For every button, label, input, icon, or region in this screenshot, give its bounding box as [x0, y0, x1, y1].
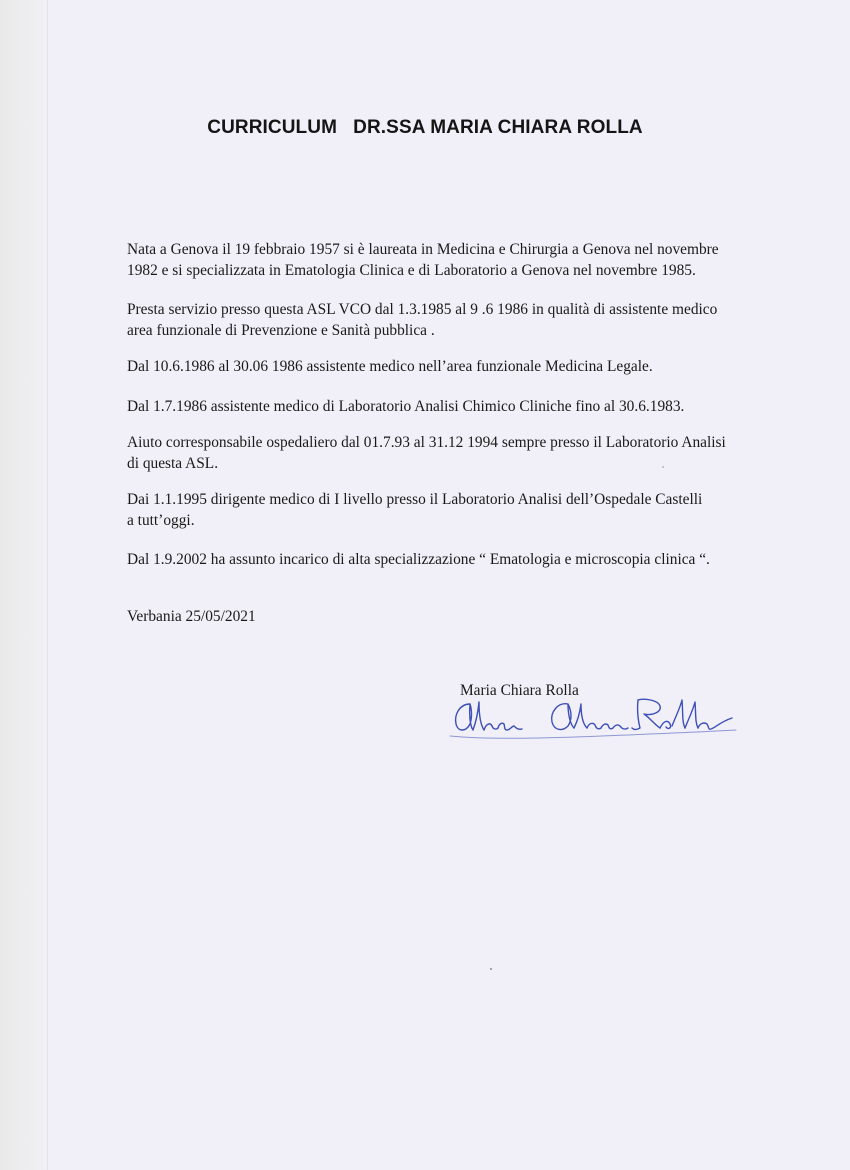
paragraph-specialization: Dal 1.9.2002 ha assunto incarico di alta specializzazione “ Ematologia e microscopia clinica “. — [127, 551, 710, 568]
paragraph-hospital-aide: Aiuto corresponsabile ospedaliero dal 01.7.93 al 31.12 1994 sempre presso il Laboratorio Analisi di questa ASL. — [127, 434, 726, 472]
paragraph-legal-medicine: Dal 10.6.1986 al 30.06 1986 assistente medico nell’area funzionale Medicina Legale. — [127, 358, 653, 375]
scan-speck — [662, 466, 664, 468]
paragraph-lab-assistant: Dal 1.7.1986 assistente medico di Laboratorio Analisi Chimico Cliniche fino al 30.6.1983. — [127, 398, 685, 415]
document-title: CURRICULUM DR.SSA MARIA CHIARA ROLLA — [207, 117, 643, 138]
place-date: Verbania 25/05/2021 — [127, 608, 256, 625]
paragraph-asl-service: Presta servizio presso questa ASL VCO dal 1.3.1985 al 9 .6 1986 in qualità di assistente medico area funzionale di Prevenzione e Sanità pubblica . — [127, 301, 718, 339]
signatory-name: Maria Chiara Rolla — [460, 682, 579, 699]
scan-speck — [490, 968, 492, 970]
paragraph-birth-education: Nata a Genova il 19 febbraio 1957 si è laureata in Medicina e Chirurgia a Genova nel novembre 1982 e si specializzata in Ematologia Clinica e di Laboratorio a Genova nel novembre 1985. — [127, 241, 719, 279]
paragraph-medical-director: Dai 1.1.1995 dirigente medico di I livello presso il Laboratorio Analisi dell’Ospedale Castelli a tutt’oggi. — [127, 491, 703, 529]
handwritten-signature — [432, 690, 742, 750]
